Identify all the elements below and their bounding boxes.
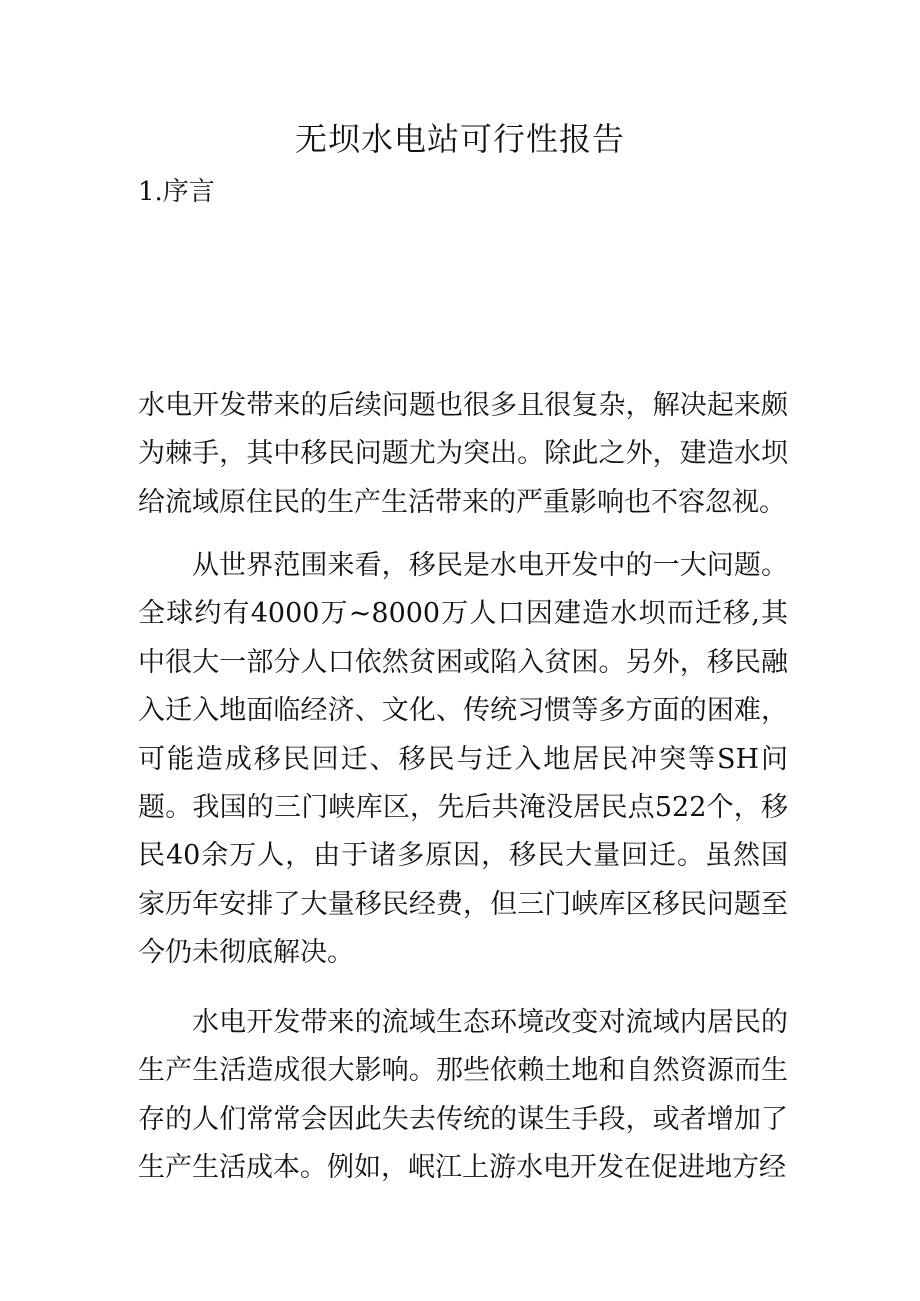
paragraph-1: 水电开发带来的后续问题也很多且很复杂，解决起来颇为棘手，其中移民问题尤为突出。除此之外，建造水坝给流域原住民的生产生活带来的严重影响也不容忽视。: [138, 390, 788, 518]
section-heading: 1.序言: [138, 177, 215, 207]
paragraph-3: 水电开发带来的流域生态环境改变对流域内居民的生产生活造成很大影响。那些依赖土地和自然资源而生存的人们常常会因此失去传统的谋生手段，或者增加了生产生活成本。例如，岷江上游水电开发在促进地方经: [138, 1007, 788, 1184]
document-title: 无坝水电站可行性报告: [294, 120, 625, 158]
paragraph-2: 从世界范围来看，移民是水电开发中的一大问题。全球约有4000万~8000万人口因建造水坝而迁移,其中很大一部分人口依然贫困或陷入贫困。另外，移民融入迁入地面临经济、文化、传统习惯等多方面的困难，可能造成移民回迁、移民与迁入地居民冲突等SH问题。我国的三门峡库区，先后共淹没居民点522个，移民40余万人，由于诸多原因，移民大量回迁。虽然国家历年安排了大量移民经费，但三门峡库区移民问题至今仍未彻底解决。: [138, 550, 788, 969]
